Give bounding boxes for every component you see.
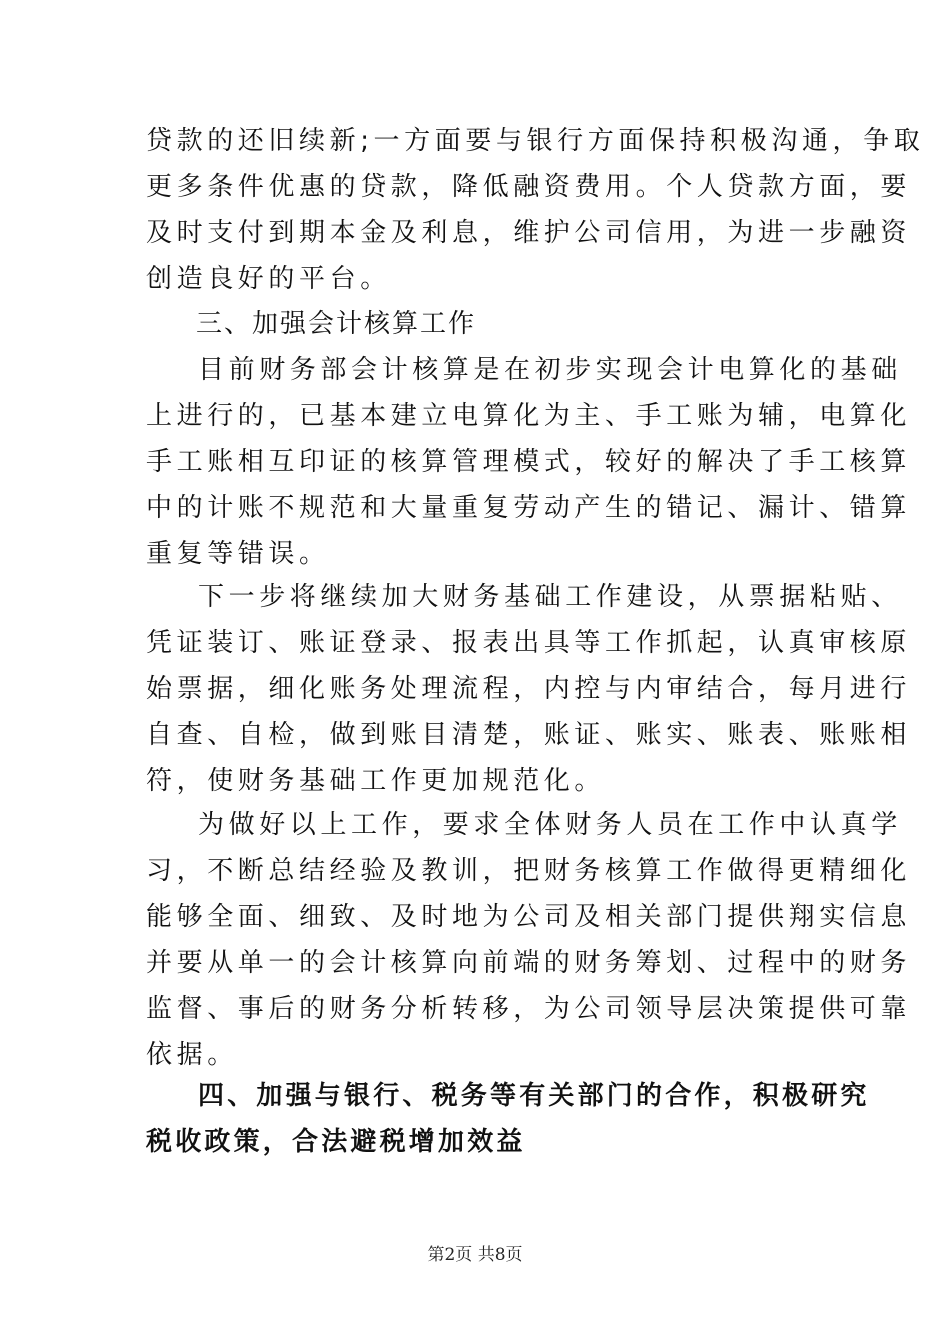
paragraph-line: 及时支付到期本金及利息，维护公司信用，为进一步融资 [146,218,912,248]
paragraph-line: 自查、自检，做到账目清楚，账证、账实、账表、账账相 [146,720,912,750]
paragraph-line: 更多条件优惠的贷款，降低融资费用。个人贷款方面，要 [146,172,912,202]
section-heading-accounting: 三、加强会计核算工作 [196,309,477,339]
paragraph-line: 手工账相互印证的核算管理模式，较好的解决了手工核算 [146,447,912,477]
paragraph-line: 上进行的，已基本建立电算化为主、手工账为辅，电算化 [146,401,912,431]
paragraph-line: 重复等错误。 [146,539,330,569]
paragraph-line: 习，不断总结经验及教训，把财务核算工作做得更精细化 [146,856,912,886]
paragraph-line: 创造良好的平台。 [146,264,391,294]
paragraph-line: 能够全面、细致、及时地为公司及相关部门提供翔实信息 [146,902,912,932]
paragraph-line: 始票据，细化账务处理流程，内控与内审结合，每月进行 [146,674,912,704]
paragraph-line: 下一步将继续加大财务基础工作建设，从票据粘贴、 [198,582,902,612]
paragraph-line: 凭证装订、账证登录、报表出具等工作抓起，认真审核原 [146,628,912,658]
paragraph-line: 为做好以上工作，要求全体财务人员在工作中认真学 [198,810,902,840]
paragraph-line: 目前财务部会计核算是在初步实现会计电算化的基础 [198,355,902,385]
paragraph-line: 中的计账不规范和大量重复劳动产生的错记、漏计、错算 [146,493,912,523]
section-heading-cooperation [146,1073,870,1165]
paragraph-line: 贷款的还旧续新;一方面要与银行方面保持积极沟通，争取 [146,126,925,156]
paragraph-line: 符，使财务基础工作更加规范化。 [146,766,606,796]
heading-line: 税收政策，合法避税增加效益 [146,1127,526,1157]
paragraph-line: 监督、事后的财务分析转移，为公司领导层决策提供可靠 [146,994,912,1024]
paragraph-line: 依据。 [146,1040,238,1070]
paragraph-next-step [146,574,912,804]
paragraph-accounting-status [146,347,912,577]
page-footer: 第2页 共8页 [427,1245,523,1265]
heading-line: 四、加强与银行、税务等有关部门的合作，积极研究 [198,1081,870,1111]
paragraph-requirements [146,802,912,1078]
paragraph-loan [146,118,925,302]
paragraph-line: 并要从单一的会计核算向前端的财务筹划、过程中的财务 [146,948,912,978]
